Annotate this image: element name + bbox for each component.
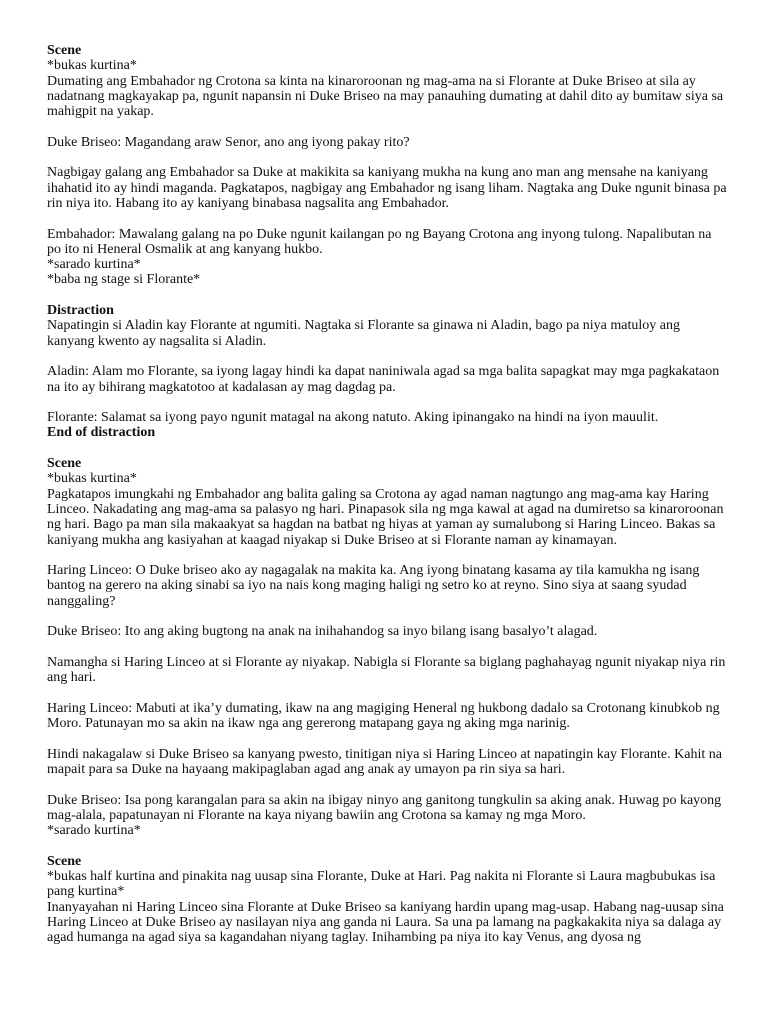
stage-direction: *bukas half kurtina and pinakita nag uusap sina Florante, Duke at Hari. Pag nakita ni Florante si Laura magbubukas isa pang kurtina* bbox=[47, 869, 719, 900]
stage-direction: *bukas kurtina* bbox=[47, 58, 137, 74]
dialogue-paragraph: Duke Briseo: Magandang araw Senor, ano ang iyong pakay rito? bbox=[47, 134, 410, 150]
dialogue-paragraph: Embahador: Mawalang galang na po Duke ngunit kailangan po ng Bayang Crotona ang inyong tulong. Napalibutan na po ito ni Heneral Osmalik at ang kanyang hukbo. bbox=[47, 226, 715, 257]
dialogue-paragraph: Haring Linceo: Mabuti at ika’y dumating, ikaw na ang magiging Heneral ng hukbong dadalo sa Crotonang kinubkob ng Moro. Patunayan mo sa akin na ikaw nga ang gererong matapang gaya ng aking mga narinig. bbox=[47, 700, 720, 732]
dialogue-paragraph: Duke Briseo: Ito ang aking bugtong na anak na inihahandog sa inyo bilang isang basalyo’t alagad. bbox=[47, 624, 598, 640]
scene-1-closing bbox=[47, 227, 728, 288]
narration-paragraph: Inanyayahan ni Haring Linceo sina Florante at Duke Briseo sa kaniyang hardin upang mag-usap. Habang nag-uusap sina Haring Linceo at Duke Briseo ay nasilayan niya ang ganda ni Laura. Sa una pa lamang na pagkakakita niya sa dalaga ay agad humanga na agad siya sa kagandahan niyang taglay. Inihambing pa niya ito kay Venus, ang dyosa ng bbox=[47, 899, 728, 946]
dialogue-paragraph: Duke Briseo: Isa pong karangalan para sa akin na ibigay ninyo ang ganitong tungkulin sa aking anak. Huwag po kayong mag-alala, papatunayan ni Florante na kaya niyang bawiin ang Crotona sa kamay ng mga Moro. bbox=[47, 792, 725, 823]
scene-1-opening bbox=[47, 43, 728, 119]
narration-paragraph: Namangha si Haring Linceo at si Florante ay niyakap. Nabigla si Florante sa biglang paghahayag ngunit niyakap niya rin ang hari. bbox=[47, 654, 726, 686]
dialogue-paragraph: Aladin: Alam mo Florante, sa iyong lagay hindi ka dapat naniniwala agad sa mga balita sapagkat may mga pagkakataon na ito ay bihirang magkatotoo at kadalasan ay mag dagdag pa. bbox=[47, 364, 720, 395]
distraction-opening bbox=[47, 303, 728, 349]
stage-direction: *sarado kurtina* bbox=[47, 823, 141, 839]
dialogue-paragraph: Florante: Salamat sa iyong payo ngunit matagal na akong natuto. Aking ipinangako na hindi na iyon mauulit. bbox=[47, 410, 659, 426]
stage-direction: *baba ng stage si Florante* bbox=[47, 272, 201, 288]
scene-heading: Scene bbox=[47, 43, 82, 58]
stage-direction: *sarado kurtina* bbox=[47, 257, 141, 273]
narration-paragraph: Nagbigay galang ang Embahador sa Duke at makikita sa kaniyang mukha na kung ano man ang mensahe na kaniyang ihahatid ito ay hindi maganda. Pagkatapos, nagbigay ang Embahador ng isang liham. Nagtaka ang Duke ngunit binasa pa rin niya ito. Habang ito ay kaniyang binabasa nagsalita ang Embahador. bbox=[47, 165, 727, 211]
scene-heading: Scene bbox=[47, 853, 82, 869]
narration-paragraph: Dumating ang Embahador ng Crotona sa kinta na kinaroroonan ng mag-ama na si Florante at Duke Briseo at sila ay nadatnang magkayakap pa, ngunit napansin ni Duke Briseo na may panauhing dumating at dahil dito ay bumitaw siya sa mahigpit na yakap. bbox=[47, 73, 727, 120]
end-of-distraction-heading: End of distraction bbox=[47, 425, 156, 441]
scene-2-closing bbox=[47, 793, 728, 839]
narration-paragraph: Pagkatapos imungkahi ng Embahador ang balita galing sa Crotona ay agad naman nagtungo ang mag-ama kay Haring Linceo. Nakadating ang mag-ama sa palasyo ng hari. Pinapasok sila ng mga kawal at agad na dumiretso sa kinaroroonan ng hari. Bago pa man sila makaakyat sa hagdan na batbat ng hiyas at yaman ay sumalubong si Haring Linceo. Bakas sa kaniyang mukha ang kasiyahan at kaagad niyakap si Duke Briseo at si Florante naman ay kinamayan. bbox=[47, 486, 727, 548]
narration-paragraph: Hindi nakagalaw si Duke Briseo sa kanyang pwesto, tinitigan niya si Haring Linceo at napatingin kay Florante. Kahit na mapait para sa Duke na hayaang makipaglaban agad ang anak ay umayon pa rin siya sa hari. bbox=[47, 746, 722, 777]
scene-heading: Scene bbox=[47, 456, 82, 472]
scene-2-opening bbox=[47, 456, 728, 548]
distraction-closing bbox=[47, 410, 728, 441]
stage-direction: *bukas kurtina* bbox=[47, 471, 137, 487]
scene-3-opening bbox=[47, 854, 728, 946]
dialogue-paragraph: Haring Linceo: O Duke briseo ako ay nagagalak na makita ka. Ang iyong binatang kasama ay tila kamukha ng isang bantog na gerero na aking sinabi sa iyo na nais kong maging haligi ng setro ko at reyno. Sino siya at saang syudad nanggaling? bbox=[47, 563, 700, 609]
distraction-heading: Distraction bbox=[47, 303, 114, 319]
narration-paragraph: Napatingin si Aladin kay Florante at ngumiti. Nagtaka si Florante sa ginawa ni Aladin, bago pa niya matuloy ang kanyang kwento ay nagsalita si Aladin. bbox=[47, 318, 684, 349]
